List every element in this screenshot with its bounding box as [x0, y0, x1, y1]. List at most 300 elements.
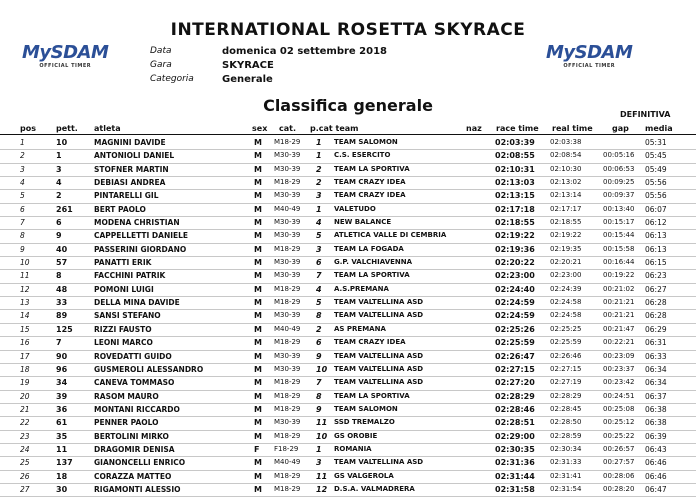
cell-pos: 12 — [20, 284, 30, 294]
cell-gap: 00:05:16 — [603, 151, 635, 160]
cell-race-time: 02:28:46 — [495, 404, 535, 414]
cell-real-time: 02:28:45 — [550, 404, 582, 413]
logo-wordmark: MySDAM — [546, 42, 633, 63]
cell-real-time: 02:26:46 — [550, 351, 582, 360]
cell-average: 06:28 — [645, 298, 667, 308]
cell-average: 06:38 — [645, 418, 667, 428]
cell-category: M30-39 — [274, 351, 301, 360]
cell-average: 05:45 — [645, 151, 667, 161]
cell-real-time: 02:17:17 — [550, 204, 582, 213]
cell-average: 06:13 — [645, 231, 667, 241]
cell-average: 06:33 — [645, 351, 667, 361]
cell-real-time: 02:31:41 — [550, 471, 582, 480]
status-badge: DEFINITIVA — [620, 110, 671, 119]
date-value: domenica 02 settembre 2018 — [222, 46, 388, 57]
category-value: Generale — [222, 74, 273, 85]
cell-sex: M — [254, 404, 262, 414]
cell-race-time: 02:19:36 — [495, 244, 535, 254]
cell-athlete: PANATTI ERIK — [94, 258, 152, 268]
cell-race-time: 02:24:59 — [495, 298, 535, 308]
cell-pcat: 1 — [316, 151, 322, 161]
cell-bib: 137 — [56, 458, 73, 468]
cell-race-time: 02:27:15 — [495, 364, 535, 374]
cell-gap: 00:16:44 — [603, 258, 635, 267]
cell-gap: 00:21:02 — [603, 284, 635, 293]
cell-average: 06:46 — [645, 471, 667, 481]
cell-pcat: 9 — [316, 351, 322, 361]
cell-pcat: 10 — [316, 364, 328, 374]
table-row — [0, 417, 696, 430]
table-row — [0, 391, 696, 404]
table-row — [0, 284, 696, 297]
cell-bib: 6 — [56, 218, 62, 228]
cell-team: D.S.A. VALMADRERA — [334, 484, 415, 493]
cell-average: 06:31 — [645, 338, 667, 348]
cell-race-time: 02:29:00 — [495, 431, 535, 441]
cell-team: VALETUDO — [334, 204, 376, 213]
cell-category: M40-49 — [274, 324, 301, 333]
cell-category: M30-39 — [274, 271, 301, 280]
logo-tagline: OFFICIAL TIMER — [563, 63, 616, 69]
cell-pcat: 3 — [316, 458, 322, 468]
cell-team: TEAM LA FOGADA — [334, 244, 404, 253]
race-value: SKYRACE — [222, 60, 274, 71]
cell-pos: 26 — [20, 471, 30, 481]
date-label: Data — [150, 46, 172, 56]
cell-athlete: GUSMEROLI ALESSANDRO — [94, 364, 204, 374]
cell-race-time: 02:03:39 — [495, 138, 535, 147]
cell-team: TEAM CRAZY IDEA — [334, 178, 406, 187]
cell-bib: 8 — [56, 271, 62, 281]
table-row — [0, 324, 696, 337]
cell-race-time: 02:24:59 — [495, 311, 535, 321]
col-pos: pos — [20, 124, 36, 133]
cell-pcat: 11 — [316, 418, 328, 428]
cell-average: 06:46 — [645, 458, 667, 468]
cell-team: TEAM SALOMON — [334, 138, 398, 146]
cell-pcat: 7 — [316, 271, 322, 281]
cell-average: 06:23 — [645, 271, 667, 281]
cell-bib: 2 — [56, 191, 62, 201]
cell-bib: 7 — [56, 338, 62, 348]
col-bib: pett. — [56, 124, 78, 133]
cell-athlete: RIGAMONTI ALESSIO — [94, 484, 181, 494]
cell-average: 05:56 — [645, 178, 667, 188]
cell-real-time: 02:27:19 — [550, 378, 582, 387]
cell-average: 06:37 — [645, 391, 667, 401]
cell-team: TEAM CRAZY IDEA — [334, 191, 406, 200]
cell-bib: 261 — [56, 204, 73, 214]
ranking-title: Classifica generale — [263, 96, 433, 115]
cell-pos: 5 — [20, 191, 25, 201]
cell-race-time: 02:20:22 — [495, 258, 535, 268]
cell-bib: 9 — [56, 231, 62, 241]
cell-real-time: 02:25:59 — [550, 338, 582, 347]
cell-pos: 15 — [20, 324, 30, 334]
cell-real-time: 02:13:02 — [550, 178, 582, 187]
cell-team: G.P. VALCHIAVENNA — [334, 258, 413, 267]
cell-pos: 23 — [20, 431, 30, 441]
cell-bib: 3 — [56, 164, 62, 174]
cell-athlete: CANEVA TOMMASO — [94, 378, 175, 388]
cell-category: M18-29 — [274, 178, 301, 187]
cell-sex: M — [254, 418, 262, 428]
cell-category: M18-29 — [274, 284, 301, 293]
cell-bib: 30 — [56, 484, 68, 494]
cell-pcat: 4 — [316, 284, 322, 294]
cell-average: 05:56 — [645, 191, 667, 201]
cell-sex: M — [254, 178, 262, 188]
col-average: media — [645, 124, 673, 133]
cell-bib: 11 — [56, 444, 68, 454]
table-row — [0, 444, 696, 457]
cell-team: GS VALGEROLA — [334, 471, 394, 480]
table-row — [0, 270, 696, 283]
cell-pos: 24 — [20, 444, 30, 454]
cell-team: TEAM VALTELLINA ASD — [334, 458, 424, 467]
cell-category: M30-39 — [274, 151, 301, 160]
cell-race-time: 02:31:44 — [495, 471, 535, 481]
cell-sex: M — [254, 458, 262, 468]
cell-bib: 40 — [56, 244, 68, 254]
cell-sex: M — [254, 244, 262, 254]
cell-bib: 36 — [56, 404, 68, 414]
cell-sex: F — [254, 444, 260, 454]
cell-race-time: 02:26:47 — [495, 351, 535, 361]
cell-average: 06:29 — [645, 324, 667, 334]
cell-category: M18-29 — [274, 471, 301, 480]
cell-bib: 57 — [56, 258, 68, 268]
results-table — [0, 137, 696, 497]
cell-sex: M — [254, 284, 262, 294]
cell-sex: M — [254, 378, 262, 388]
cell-bib: 33 — [56, 298, 68, 308]
cell-pcat: 2 — [316, 324, 322, 334]
cell-average: 06:15 — [645, 258, 667, 268]
category-label: Categoria — [150, 74, 194, 84]
cell-real-time: 02:19:22 — [550, 231, 582, 240]
category-row — [150, 74, 387, 88]
cell-gap: 00:06:53 — [603, 164, 635, 173]
cell-athlete: GIANONCELLI ENRICO — [94, 458, 186, 468]
cell-sex: M — [254, 338, 262, 348]
cell-gap: 00:25:08 — [603, 404, 635, 413]
cell-race-time: 02:25:59 — [495, 338, 535, 348]
cell-real-time: 02:31:33 — [550, 458, 582, 467]
cell-real-time: 02:23:00 — [550, 271, 582, 280]
cell-race-time: 02:30:35 — [495, 444, 535, 454]
cell-team: GS OROBIE — [334, 431, 378, 440]
cell-race-time: 02:13:15 — [495, 191, 535, 201]
table-row — [0, 297, 696, 310]
cell-real-time: 02:28:59 — [550, 431, 582, 440]
cell-gap: 00:21:21 — [603, 298, 635, 307]
cell-team: C.S. ESERCITO — [334, 151, 391, 160]
cell-average: 06:12 — [645, 218, 667, 228]
cell-team: TEAM LA SPORTIVA — [334, 164, 410, 173]
cell-bib: 4 — [56, 178, 62, 188]
cell-pcat: 8 — [316, 311, 322, 321]
cell-gap: 00:28:20 — [603, 484, 635, 493]
cell-pos: 21 — [20, 404, 30, 414]
cell-bib: 10 — [56, 138, 68, 147]
cell-real-time: 02:19:35 — [550, 244, 582, 253]
cell-pcat: 1 — [316, 138, 322, 147]
col-nation: naz — [466, 124, 482, 133]
cell-team: TEAM LA SPORTIVA — [334, 391, 410, 400]
cell-category: M40-49 — [274, 204, 301, 213]
cell-pcat: 6 — [316, 258, 322, 268]
cell-gap: 00:28:06 — [603, 471, 635, 480]
cell-race-time: 02:25:26 — [495, 324, 535, 334]
cell-pos: 8 — [20, 231, 25, 241]
mysdam-logo-left — [22, 44, 108, 69]
cell-athlete: CAPPELLETTI DANIELE — [94, 231, 189, 241]
cell-pos: 3 — [20, 164, 25, 174]
table-row — [0, 164, 696, 177]
table-row — [0, 337, 696, 350]
cell-pos: 14 — [20, 311, 30, 321]
cell-pos: 20 — [20, 391, 30, 401]
cell-real-time: 02:18:55 — [550, 218, 582, 227]
cell-real-time: 02:03:38 — [550, 138, 582, 146]
cell-race-time: 02:08:55 — [495, 151, 535, 161]
cell-team: TEAM SALOMON — [334, 404, 398, 413]
table-row — [0, 244, 696, 257]
cell-race-time: 02:18:55 — [495, 218, 535, 228]
cell-athlete: MONTANI RICCARDO — [94, 404, 180, 414]
cell-sex: M — [254, 351, 262, 361]
cell-average: 06:47 — [645, 484, 667, 494]
cell-gap: 00:24:51 — [603, 391, 635, 400]
cell-gap: 00:25:22 — [603, 431, 635, 440]
cell-race-time: 02:28:51 — [495, 418, 535, 428]
cell-sex: M — [254, 471, 262, 481]
cell-athlete: ROVEDATTI GUIDO — [94, 351, 172, 361]
cell-race-time: 02:13:03 — [495, 178, 535, 188]
cell-pcat: 9 — [316, 404, 322, 414]
cell-sex: M — [254, 271, 262, 281]
cell-pos: 16 — [20, 338, 30, 348]
cell-bib: 89 — [56, 311, 68, 321]
cell-athlete: BERTOLINI MIRKO — [94, 431, 169, 441]
col-athlete: atleta — [94, 124, 121, 133]
cell-real-time: 02:13:14 — [550, 191, 582, 200]
cell-category: M30-39 — [274, 258, 301, 267]
cell-team: TEAM VALTELLINA ASD — [334, 364, 424, 373]
cell-gap: 00:27:57 — [603, 458, 635, 467]
table-header — [0, 122, 696, 135]
cell-real-time: 02:24:58 — [550, 311, 582, 320]
cell-sex: M — [254, 391, 262, 401]
cell-pos: 22 — [20, 418, 30, 428]
cell-athlete: ANTONIOLI DANIEL — [94, 151, 175, 161]
cell-sex: M — [254, 298, 262, 308]
cell-pcat: 1 — [316, 444, 322, 454]
table-row — [0, 217, 696, 230]
cell-pos: 18 — [20, 364, 30, 374]
cell-athlete: PASSERINI GIORDANO — [94, 244, 187, 254]
cell-pos: 2 — [20, 151, 25, 161]
cell-athlete: MODENA CHRISTIAN — [94, 218, 180, 228]
cell-sex: M — [254, 164, 262, 174]
cell-team: AS PREMANA — [334, 324, 386, 333]
cell-race-time: 02:24:40 — [495, 284, 535, 294]
cell-category: F18-29 — [274, 444, 299, 453]
cell-sex: M — [254, 231, 262, 241]
cell-athlete: PENNER PAOLO — [94, 418, 159, 428]
cell-pcat: 1 — [316, 204, 322, 214]
cell-real-time: 02:25:25 — [550, 324, 582, 333]
cell-pos: 6 — [20, 204, 25, 214]
cell-sex: M — [254, 218, 262, 228]
cell-bib: 96 — [56, 364, 68, 374]
cell-average: 06:07 — [645, 204, 667, 214]
cell-average: 06:28 — [645, 311, 667, 321]
cell-athlete: RASOM MAURO — [94, 391, 159, 401]
cell-race-time: 02:31:36 — [495, 458, 535, 468]
cell-bib: 35 — [56, 431, 68, 441]
cell-category: M18-29 — [274, 431, 301, 440]
col-real-time: real time — [552, 124, 593, 133]
cell-average: 05:31 — [645, 138, 667, 147]
cell-category: M18-29 — [274, 244, 301, 253]
race-label: Gara — [150, 60, 172, 70]
cell-real-time: 02:08:54 — [550, 151, 582, 160]
cell-gap: 00:15:58 — [603, 244, 635, 253]
mysdam-logo-right — [546, 44, 632, 69]
cell-gap: 00:15:44 — [603, 231, 635, 240]
cell-race-time: 02:23:00 — [495, 271, 535, 281]
cell-bib: 18 — [56, 471, 68, 481]
cell-category: M18-29 — [274, 404, 301, 413]
cell-sex: M — [254, 324, 262, 334]
cell-team: TEAM CRAZY IDEA — [334, 338, 406, 347]
cell-pos: 1 — [20, 138, 25, 147]
cell-sex: M — [254, 431, 262, 441]
cell-athlete: PINTARELLI GIL — [94, 191, 159, 201]
cell-average: 06:38 — [645, 404, 667, 414]
table-row — [0, 137, 696, 150]
cell-pcat: 8 — [316, 391, 322, 401]
cell-category: M18-29 — [274, 138, 301, 146]
cell-pcat: 3 — [316, 244, 322, 254]
cell-category: M30-39 — [274, 418, 301, 427]
table-row — [0, 377, 696, 390]
col-race-time: race time — [496, 124, 539, 133]
cell-bib: 1 — [56, 151, 62, 161]
cell-bib: 61 — [56, 418, 68, 428]
cell-pcat: 5 — [316, 298, 322, 308]
cell-team: TEAM VALTELLINA ASD — [334, 378, 424, 387]
cell-real-time: 02:10:30 — [550, 164, 582, 173]
cell-pos: 9 — [20, 244, 25, 254]
cell-gap: 00:26:57 — [603, 444, 635, 453]
cell-sex: M — [254, 484, 262, 494]
cell-category: M30-39 — [274, 311, 301, 320]
cell-sex: M — [254, 204, 262, 214]
cell-pos: 11 — [20, 271, 30, 281]
table-row — [0, 257, 696, 270]
cell-athlete: MAGNINI DAVIDE — [94, 138, 166, 147]
cell-bib: 34 — [56, 378, 68, 388]
cell-athlete: SANSI STEFANO — [94, 311, 161, 321]
cell-average: 06:39 — [645, 431, 667, 441]
table-row — [0, 177, 696, 190]
table-row — [0, 431, 696, 444]
cell-category: M30-39 — [274, 231, 301, 240]
cell-team: ATLETICA VALLE DI CEMBRIA — [334, 231, 447, 240]
cell-category: M18-29 — [274, 391, 301, 400]
cell-pcat: 3 — [316, 191, 322, 201]
cell-pcat: 2 — [316, 178, 322, 188]
col-pcat-team: p.cat team — [310, 124, 359, 133]
table-row — [0, 310, 696, 323]
cell-pcat: 6 — [316, 338, 322, 348]
cell-race-time: 02:31:58 — [495, 484, 535, 494]
col-sex: sex — [252, 124, 268, 133]
cell-average: 06:34 — [645, 378, 667, 388]
cell-team: ROMANIA — [334, 444, 372, 453]
cell-athlete: LEONI MARCO — [94, 338, 153, 348]
cell-team: A.S.PREMANA — [334, 284, 389, 293]
cell-category: M30-39 — [274, 191, 301, 200]
cell-gap: 00:19:22 — [603, 271, 635, 280]
cell-average: 06:13 — [645, 244, 667, 254]
cell-race-time: 02:28:29 — [495, 391, 535, 401]
cell-team: NEW BALANCE — [334, 218, 392, 227]
cell-gap: 00:23:37 — [603, 364, 635, 373]
table-row — [0, 364, 696, 377]
cell-real-time: 02:28:50 — [550, 418, 582, 427]
date-row — [150, 46, 387, 60]
cell-gap: 00:22:21 — [603, 338, 635, 347]
cell-team: TEAM VALTELLINA ASD — [334, 298, 424, 307]
cell-gap: 00:13:40 — [603, 204, 635, 213]
cell-pos: 4 — [20, 178, 25, 188]
cell-real-time: 02:20:21 — [550, 258, 582, 267]
cell-real-time: 02:28:29 — [550, 391, 582, 400]
cell-category: M30-39 — [274, 164, 301, 173]
cell-average: 06:27 — [645, 284, 667, 294]
cell-athlete: CORAZZA MATTEO — [94, 471, 172, 481]
cell-athlete: STOFNER MARTIN — [94, 164, 169, 174]
cell-team: TEAM LA SPORTIVA — [334, 271, 410, 280]
cell-athlete: FACCHINI PATRIK — [94, 271, 166, 281]
cell-race-time: 02:27:20 — [495, 378, 535, 388]
cell-category: M18-29 — [274, 298, 301, 307]
logo-wordmark: MySDAM — [22, 42, 109, 63]
cell-race-time: 02:10:31 — [495, 164, 535, 174]
cell-pos: 17 — [20, 351, 30, 361]
cell-athlete: RIZZI FAUSTO — [94, 324, 152, 334]
cell-sex: M — [254, 258, 262, 268]
cell-bib: 39 — [56, 391, 68, 401]
logo-tagline: OFFICIAL TIMER — [39, 63, 92, 69]
cell-team: SSD TREMALZO — [334, 418, 395, 427]
cell-bib: 125 — [56, 324, 73, 334]
cell-sex: M — [254, 364, 262, 374]
cell-pcat: 10 — [316, 431, 328, 441]
cell-sex: M — [254, 311, 262, 321]
table-row — [0, 457, 696, 470]
cell-team: TEAM VALTELLINA ASD — [334, 351, 424, 360]
cell-athlete: POMONI LUIGI — [94, 284, 154, 294]
table-row — [0, 204, 696, 217]
cell-real-time: 02:24:39 — [550, 284, 582, 293]
cell-sex: M — [254, 151, 262, 161]
table-row — [0, 150, 696, 163]
